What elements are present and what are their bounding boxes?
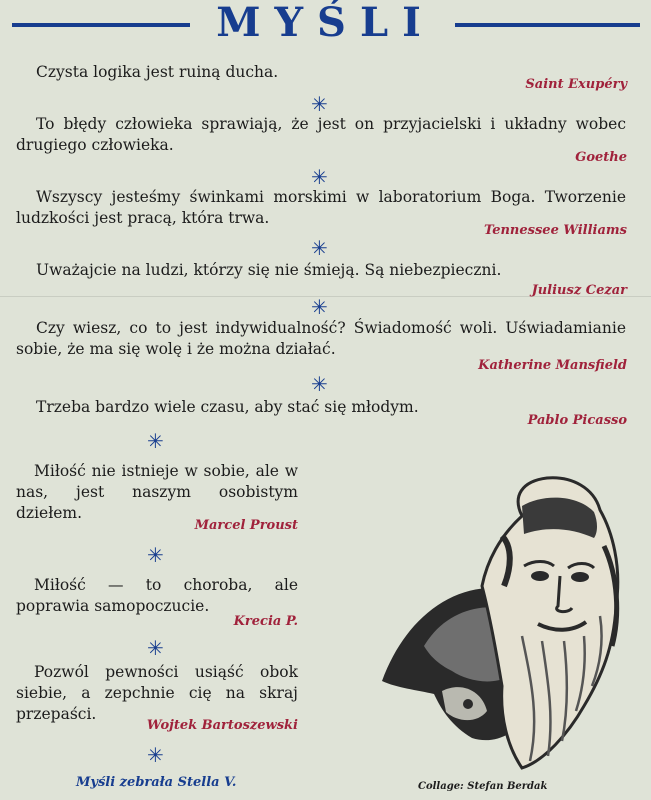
- quote-1-author: Saint Exupéry: [525, 77, 627, 92]
- collage-credit: Collage: Stefan Berdak: [418, 781, 548, 792]
- separator-asterisk-icon: ✳: [311, 372, 328, 396]
- quote-3-author: Tennessee Williams: [484, 223, 627, 238]
- page-title: MYŚLI: [216, 0, 435, 46]
- separator-asterisk-icon: ✳: [147, 743, 164, 767]
- quote-7-author: Marcel Proust: [194, 518, 298, 533]
- quote-9: Pozwól pewności usiąść obok siebie, a zepchnie cię na skraj przepaści.: [16, 663, 298, 723]
- quote-5-author: Katherine Mansfield: [478, 358, 627, 373]
- separator-asterisk-icon: ✳: [147, 543, 164, 567]
- separator-asterisk-icon: ✳: [311, 295, 328, 319]
- separator-asterisk-icon: ✳: [147, 636, 164, 660]
- title-rule-left: [12, 23, 190, 27]
- quote-8: Miłość — to choroba, ale poprawia samopoczucie.: [16, 576, 298, 615]
- separator-asterisk-icon: ✳: [311, 236, 328, 260]
- quote-4: Uważajcie na ludzi, którzy się nie śmieją. Są niebezpieczni.: [36, 261, 502, 279]
- quote-2-author: Goethe: [575, 150, 627, 165]
- collage-illustration: [372, 476, 634, 776]
- quote-2: To błędy człowieka sprawiają, że jest on przyjacielski i układny wobec drugiego człowieka.: [16, 115, 626, 154]
- separator-asterisk-icon: ✳: [311, 165, 328, 189]
- quote-7: Miłość nie istnieje w sobie, ale w nas, jest naszym osobistym dziełem.: [16, 462, 298, 522]
- quote-6-author: Pablo Picasso: [527, 413, 627, 428]
- quote-9-author: Wojtek Bartoszewski: [146, 718, 298, 733]
- quote-1: Czysta logika jest ruiną ducha.: [36, 63, 279, 81]
- collected-by-note: Myśli zebrała Stella V.: [76, 775, 237, 790]
- quote-3: Wszyscy jesteśmy świnkami morskimi w laboratorium Boga. Tworzenie ludzkości jest pracą, która trwa.: [16, 188, 626, 227]
- quote-8-author: Krecia P.: [233, 614, 298, 629]
- separator-asterisk-icon: ✳: [311, 92, 328, 116]
- title-rule-right: [455, 23, 640, 27]
- quote-5: Czy wiesz, co to jest indywidualność? Świadomość woli. Uświadamianie sobie, że ma się wolę i że można działać.: [16, 319, 626, 358]
- separator-asterisk-icon: ✳: [147, 429, 164, 453]
- quote-6: Trzeba bardzo wiele czasu, aby stać się młodym.: [36, 398, 419, 416]
- quote-4-author: Juliusz Cezar: [531, 283, 627, 298]
